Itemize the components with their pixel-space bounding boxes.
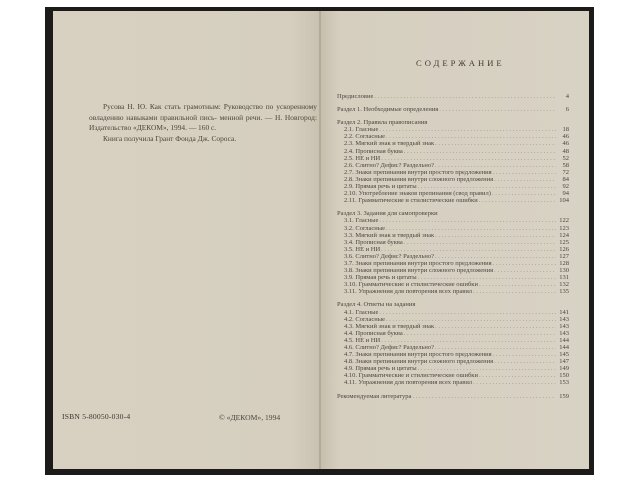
toc-subsection-row: [337, 155, 569, 162]
toc-section-row: [337, 301, 569, 308]
toc-leader-dots: [435, 162, 556, 169]
toc-entry-title: 2.3. Мягкий знак и твердый знак: [344, 140, 435, 148]
toc-entry-title: Рекомендуемая литература: [337, 392, 412, 400]
toc-subsection-row: [337, 162, 569, 169]
toc-section-row: [337, 93, 569, 100]
biblio-line: по ускоренному овладению навыками правильной пись-: [89, 102, 317, 122]
toc-subsection-row: [337, 183, 569, 190]
toc-leader-dots: [418, 183, 556, 190]
toc-entry-title: 4.2. Согласные: [344, 315, 386, 323]
toc-entry-title: 2.8. Знаки препинания внутри сложного предложения: [344, 175, 494, 183]
toc-page-number: 127: [559, 252, 569, 260]
toc-entry-title: 4.5. НЕ и НИ: [344, 336, 381, 344]
toc-page-number: 128: [559, 259, 569, 267]
toc-leader-dots: [412, 393, 556, 400]
toc-leader-dots: [418, 365, 556, 372]
toc-page-number: 144: [559, 344, 569, 351]
toc-subsection-row: [337, 140, 569, 147]
toc-page-number: 144: [559, 336, 569, 344]
toc-entry-title: 3.6. Слитно? Дефис? Раздельно?: [344, 252, 435, 260]
toc-subsection-row: [337, 169, 569, 176]
toc-page-number: 159: [559, 392, 569, 400]
toc-leader-dots: [379, 217, 556, 224]
toc-entry-title: 3.2. Согласные: [344, 224, 386, 232]
toc-subsection-row: [337, 372, 569, 379]
toc-page-number: 150: [559, 372, 569, 380]
toc-subsection-row: [337, 358, 569, 365]
toc-leader-dots: [479, 197, 556, 204]
toc-leader-dots: [435, 232, 556, 239]
toc-page-number: 104: [559, 197, 569, 205]
toc-entry-title: 3.8. Знаки препинания внутри сложного предложения: [344, 267, 494, 275]
toc-entry-title: 3.7. Знаки препинания внутри простого предложения: [344, 259, 492, 267]
toc-entry-title: 3.10. Грамматические и стилистические ошибки: [344, 281, 478, 289]
toc-leader-dots: [386, 133, 556, 140]
toc-leader-dots: [439, 106, 556, 113]
toc-entry-title: 4.3. Мягкий знак и твердый знак: [344, 322, 435, 330]
toc-entry-title: 3.1. Гласные: [344, 217, 379, 225]
toc-subsection-row: [337, 253, 569, 260]
toc-entry-title: 2.4. Прописная буква: [344, 147, 403, 155]
toc-page-number: 52: [562, 154, 569, 162]
toc-leader-dots: [435, 344, 556, 351]
toc-page-number: 46: [562, 133, 569, 141]
toc-leader-dots: [473, 288, 556, 295]
toc-leader-dots: [379, 126, 556, 133]
toc-entry-title: 3.3. Мягкий знак и твердый знак: [344, 231, 435, 239]
toc-entry-title: 3.5. НЕ и НИ: [344, 245, 381, 253]
toc-entry-title: Раздел 3. Задания для самопроверки: [337, 210, 438, 218]
toc-entry-title: 3.9. Прямая речь и цитаты: [344, 274, 417, 282]
toc-page-number: 92: [562, 183, 569, 191]
toc-subsection-row: [337, 246, 569, 253]
toc-leader-dots: [494, 267, 556, 274]
toc-page-number: 123: [559, 224, 569, 232]
toc-subsection-row: [337, 232, 569, 239]
toc-entry-title: 2.1. Гласные: [344, 126, 379, 134]
toc-page-number: 94: [562, 190, 569, 198]
toc-page-number: 143: [559, 315, 569, 323]
toc-leader-dots: [479, 281, 556, 288]
toc-leader-dots: [479, 372, 556, 379]
toc-page-number: 153: [559, 379, 569, 387]
toc-subsection-row: [337, 274, 569, 281]
toc-entry-title: 4.1. Гласные: [344, 308, 379, 316]
biblio-line: менной речи. — Н. Новгород: Издательство «ДЕКОМ»,: [89, 112, 317, 133]
toc-section-row: [337, 106, 569, 113]
toc-page-number: 124: [559, 231, 569, 239]
toc-page-number: 149: [559, 365, 569, 373]
toc-subsection-row: [337, 351, 569, 358]
toc-entry-title: 4.4. Прописная буква: [344, 329, 403, 337]
toc-subsection-row: [337, 148, 569, 155]
toc-leader-dots: [404, 148, 556, 155]
toc-entry-title: 2.2. Согласные: [344, 133, 386, 141]
toc-page-number: 132: [559, 281, 569, 289]
toc-leader-dots: [386, 316, 556, 323]
toc-leader-dots: [493, 169, 556, 176]
isbn-number: ISBN 5-80050-030-4: [62, 412, 131, 421]
toc-entry-title: 2.7. Знаки препинания внутри простого предложения: [344, 168, 492, 176]
toc-leader-dots: [418, 274, 556, 281]
toc-subsection-row: [337, 197, 569, 204]
toc-entry-title: Раздел 1. Необходимые определения: [337, 106, 439, 114]
toc-subsection-row: [337, 344, 569, 351]
toc-leader-dots: [404, 239, 556, 246]
toc-entry-title: 4.11. Упражнения для повторения всех правил: [344, 379, 473, 387]
toc-subsection-row: [337, 330, 569, 337]
toc-page-number: 18: [562, 126, 569, 134]
left-page: [53, 11, 321, 469]
toc-leader-dots: [492, 190, 556, 197]
toc-page-number: 84: [562, 175, 569, 183]
toc-subsection-row: [337, 133, 569, 140]
toc-entry-title: 4.8. Знаки препинания внутри сложного предложения: [344, 358, 494, 366]
toc-page-number: 46: [562, 140, 569, 148]
toc-entry-title: 2.6. Слитно? Дефис? Раздельно?: [344, 161, 435, 169]
toc-subsection-row: [337, 225, 569, 232]
toc-page-number: 135: [559, 288, 569, 296]
toc-leader-dots: [435, 253, 556, 260]
toc-leader-dots: [493, 260, 556, 267]
toc-leader-dots: [435, 140, 556, 147]
biblio-line: 1994. — 160 с.: [170, 123, 217, 133]
toc-subsection-row: [337, 217, 569, 224]
toc-leader-dots: [381, 246, 556, 253]
right-page: [321, 11, 589, 469]
toc-page-number: 6: [565, 106, 569, 114]
toc-leader-dots: [386, 225, 556, 232]
toc-page-number: 131: [559, 274, 569, 282]
toc-subsection-row: [337, 365, 569, 372]
toc-entry-title: 3.4. Прописная буква: [344, 238, 403, 246]
toc-subsection-row: [337, 309, 569, 316]
toc-entry-title: 2.11. Грамматические и стилистические ошибки: [344, 197, 478, 205]
toc-entry-title: 4.10. Грамматические и стилистические ошибки: [344, 372, 478, 380]
toc-entry-title: Раздел 2. Правила правописания: [337, 119, 428, 127]
toc-subsection-row: [337, 323, 569, 330]
toc-leader-dots: [473, 379, 556, 386]
toc-entry-title: 4.9. Прямая речь и цитаты: [344, 365, 417, 373]
copyright-notice: © «ДЕКОМ», 1994: [219, 413, 281, 422]
toc-page-number: 130: [559, 267, 569, 275]
toc-subsection-row: [337, 337, 569, 344]
toc-page-number: 147: [559, 358, 569, 366]
toc-leader-dots: [435, 323, 556, 330]
toc-entry-title: 2.5. НЕ и НИ: [344, 154, 381, 162]
toc-subsection-row: [337, 239, 569, 246]
toc-subsection-row: [337, 126, 569, 133]
toc-entry-title: 4.6. Слитно? Дефис? Раздельно?: [344, 344, 435, 351]
toc-leader-dots: [374, 93, 556, 100]
toc-entry-title: 2.9. Прямая речь и цитаты: [344, 183, 417, 191]
toc-page-number: 72: [562, 168, 569, 176]
biblio-text: [89, 102, 317, 134]
toc-subsection-row: [337, 379, 569, 386]
toc-page-number: 141: [559, 308, 569, 316]
toc-page-number: 125: [559, 238, 569, 246]
toc-subsection-row: [337, 316, 569, 323]
toc-leader-dots: [381, 337, 556, 344]
book-spread: [53, 11, 589, 469]
toc-page-number: 143: [559, 329, 569, 337]
toc-leader-dots: [381, 155, 556, 162]
biblio-grant-line: Книга получила Грант Фонда Дж. Сороса.: [103, 133, 237, 143]
toc-page-number: 143: [559, 322, 569, 330]
toc-section-row: [337, 210, 569, 217]
toc-title: СОДЕРЖАНИЕ: [416, 58, 505, 68]
toc-page-number: 122: [559, 217, 569, 225]
toc-page-number: 4: [565, 93, 569, 100]
toc-page-number: 126: [559, 245, 569, 253]
toc-leader-dots: [379, 309, 556, 316]
toc-leader-dots: [493, 351, 556, 358]
toc-section-row: [337, 393, 569, 400]
toc-subsection-row: [337, 288, 569, 295]
toc-leader-dots: [404, 330, 556, 337]
toc-entry-title: 3.11. Упражнения для повторения всех правил: [344, 288, 473, 296]
biblio-line: Русова Н. Ю. Как стать грамотным: Руководство: [103, 102, 263, 111]
toc-entry-title: Предисловие: [337, 93, 374, 100]
toc-page-number: 48: [562, 147, 569, 155]
toc-leader-dots: [494, 176, 556, 183]
bibliographic-record: [89, 102, 317, 144]
toc-leader-dots: [494, 358, 556, 365]
toc-subsection-row: [337, 176, 569, 183]
toc-subsection-row: [337, 190, 569, 197]
toc-page-number: 58: [562, 161, 569, 169]
toc-page-number: 145: [559, 351, 569, 359]
table-of-contents: [337, 93, 569, 400]
toc-subsection-row: [337, 281, 569, 288]
toc-entry-title: 4.7. Знаки препинания внутри простого предложения: [344, 351, 492, 359]
toc-subsection-row: [337, 260, 569, 267]
toc-entry-title: Раздел 4. Ответы на задания: [337, 301, 416, 309]
toc-entry-title: 2.10. Употребление знаков препинания (свод правил): [344, 190, 491, 198]
toc-subsection-row: [337, 267, 569, 274]
toc-section-row: [337, 119, 569, 126]
